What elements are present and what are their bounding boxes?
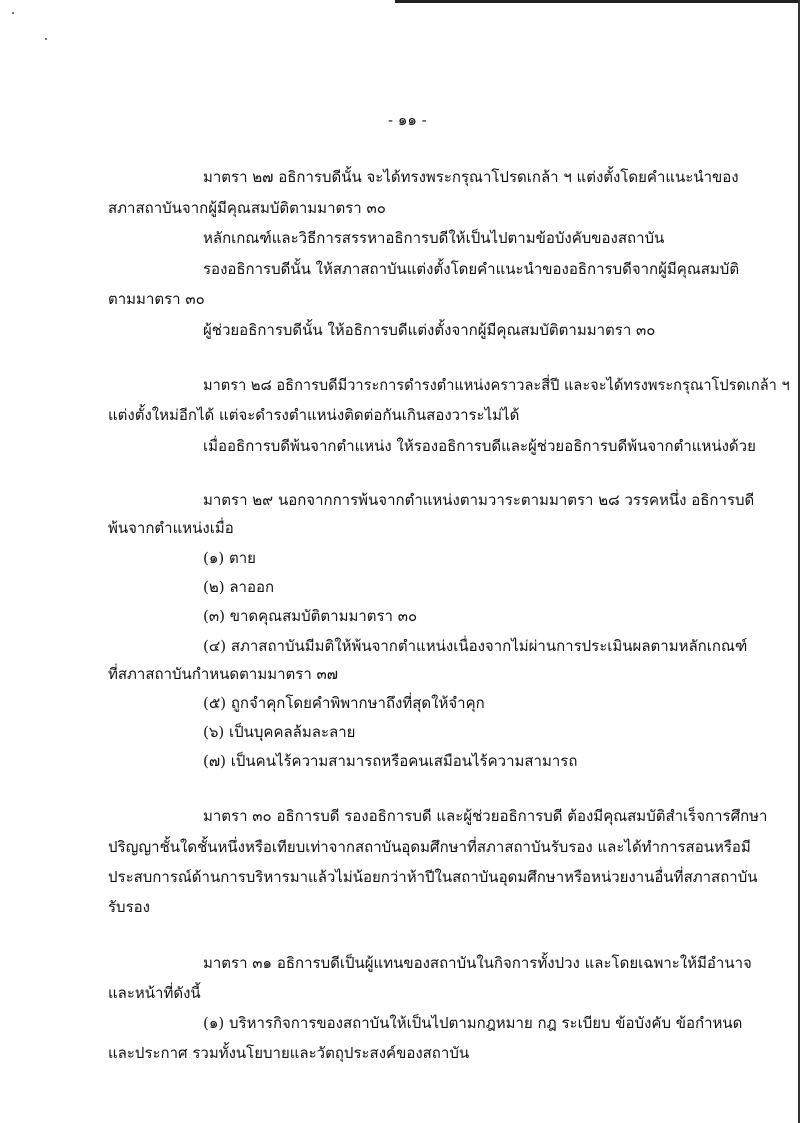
paragraph-line: มาตรา ๓๐ อธิการบดี รองอธิการบดี และผู้ช่วยอธิการบดี ต้องมีคุณสมบัติสำเร็จการศึกษา [203, 807, 768, 825]
list-item: (๓) ขาดคุณสมบัติตามมาตรา ๓๐ [203, 607, 418, 625]
scan-edge-top [395, 0, 800, 3]
paragraph-line: ปริญญาชั้นใดชั้นหนึ่งหรือเทียบเท่าจากสถาบันอุดมศึกษาที่สภาสถาบันรับรอง และได้ทำการสอนหรือมี [108, 838, 751, 856]
list-item: (๒) ลาออก [203, 578, 275, 596]
list-item: (๑) บริหารกิจการของสถาบันให้เป็นไปตามกฎหมาย กฎ ระเบียบ ข้อบังคับ ข้อกำหนด [203, 1014, 743, 1032]
paragraph-line: ที่สภาสถาบันกำหนดตามมาตรา ๓๗ [108, 665, 339, 683]
list-item: (๗) เป็นคนไร้ความสามารถหรือคนเสมือนไร้ความสามารถ [203, 752, 578, 770]
paragraph-line: มาตรา ๒๘ อธิการบดีมีวาระการดำรงตำแหน่งคราวละสี่ปี และจะได้ทรงพระกรุณาโปรดเกล้า ฯ [203, 376, 790, 394]
paragraph-line: พ้นจากตำแหน่งเมื่อ [108, 519, 234, 537]
paragraph-line: มาตรา ๓๑ อธิการบดีเป็นผู้แทนของสถาบันในกิจการทั้งปวง และโดยเฉพาะให้มีอำนาจ [203, 954, 752, 972]
paragraph-line: มาตรา ๒๗ อธิการบดีนั้น จะได้ทรงพระกรุณาโปรดเกล้า ฯ แต่งตั้งโดยคำแนะนำของ [203, 168, 739, 186]
scan-speck [45, 38, 47, 40]
list-item: (๖) เป็นบุคคลล้มละลาย [203, 723, 356, 741]
list-item: (๔) สภาสถาบันมีมติให้พ้นจากตำแหน่งเนื่องจากไม่ผ่านการประเมินผลตามหลักเกณฑ์ [203, 637, 748, 655]
list-item: (๑) ตาย [203, 549, 256, 567]
paragraph-line: และหน้าที่ดังนี้ [108, 984, 201, 1002]
paragraph-line: รองอธิการบดีนั้น ให้สภาสถาบันแต่งตั้งโดยคำแนะนำของอธิการบดีจากผู้มีคุณสมบัติ [203, 260, 740, 278]
paragraph-line: มาตรา ๒๙ นอกจากการพ้นจากตำแหน่งตามวาระตามมาตรา ๒๘ วรรคหนึ่ง อธิการบดี [203, 491, 755, 509]
page-number: - ๑๑ - [388, 111, 427, 129]
paragraph-line: เมื่ออธิการบดีพ้นจากตำแหน่ง ให้รองอธิการบดีและผู้ช่วยอธิการบดีพ้นจากตำแหน่งด้วย [203, 437, 756, 455]
paragraph-line: ตามมาตรา ๓๐ [108, 290, 205, 308]
paragraph-line: หลักเกณฑ์และวิธีการสรรหาอธิการบดีให้เป็นไปตามข้อบังคับของสถาบัน [203, 229, 665, 247]
paragraph-line: แต่งตั้งใหม่อีกได้ แต่จะดำรงตำแหน่งติดต่อกันเกินสองวาระไม่ได้ [108, 406, 520, 424]
paragraph-line: และประกาศ รวมทั้งนโยบายและวัตถุประสงค์ของสถาบัน [108, 1044, 470, 1062]
paragraph-line: สภาสถาบันจากผู้มีคุณสมบัติตามมาตรา ๓๐ [108, 199, 386, 217]
paragraph-line: ประสบการณ์ด้านการบริหารมาแล้วไม่น้อยกว่าห้าปีในสถาบันอุดมศึกษาหรือหน่วยงานอื่นที่สภาสถาบัน [108, 868, 758, 886]
paragraph-line: รับรอง [108, 898, 150, 916]
list-item: (๕) ถูกจำคุกโดยคำพิพากษาถึงที่สุดให้จำคุก [203, 694, 485, 712]
scan-speck [12, 12, 14, 14]
paragraph-line: ผู้ช่วยอธิการบดีนั้น ให้อธิการบดีแต่งตั้งจากผู้มีคุณสมบัติตามมาตรา ๓๐ [203, 321, 656, 339]
